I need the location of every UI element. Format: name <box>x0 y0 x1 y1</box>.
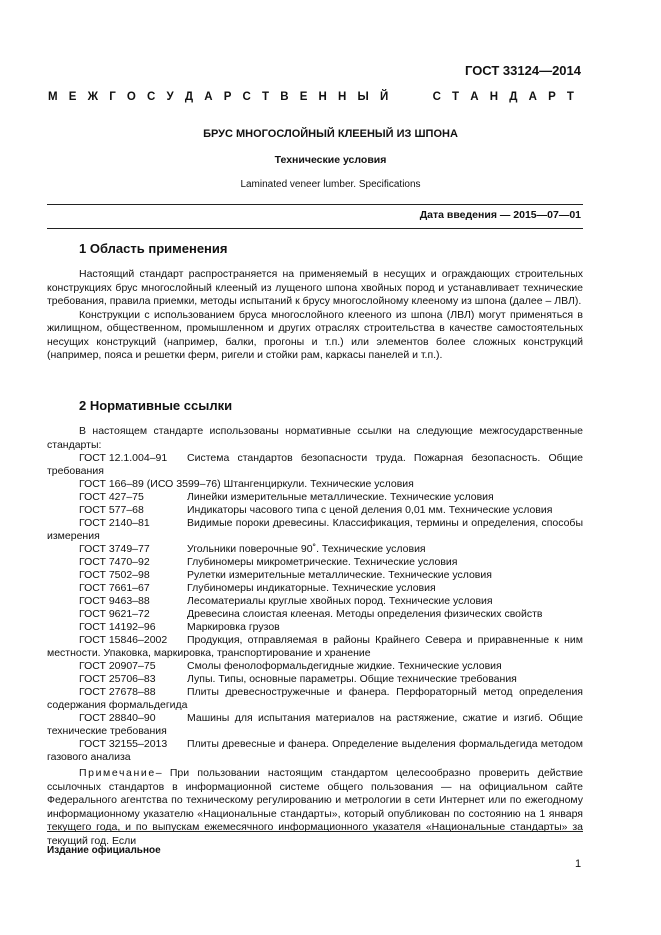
reference-item <box>47 569 583 582</box>
reference-code: ГОСТ 32155–2013 <box>79 738 168 750</box>
reference-item <box>47 582 583 595</box>
reference-title: Штангенциркули. Технические условия <box>223 478 414 490</box>
reference-title: Система стандартов безопасности труда. Пожарная безопасность. Общие требования <box>47 452 583 477</box>
paragraph: В настоящем стандарте использованы нормативные ссылки на следующие межгосударственные стандарты: <box>47 425 583 451</box>
reference-title: Рулетки измерительные металлические. Технические условия <box>187 569 492 581</box>
date-divider <box>47 228 583 229</box>
reference-title: Древесина слоистая клееная. Методы определения физических свойств <box>187 608 543 620</box>
title-divider <box>47 204 583 205</box>
banner-gap <box>399 91 421 103</box>
reference-title: Плиты древесные и фанера. Определение выделения формальдегида методом газового анализа <box>47 738 583 763</box>
reference-code: ГОСТ 2140–81 <box>79 517 150 529</box>
reference-item <box>47 543 583 556</box>
note <box>47 767 583 848</box>
banner-letter: А <box>528 91 537 103</box>
reference-item <box>47 556 583 569</box>
banner-letter: С <box>242 91 251 103</box>
reference-code: ГОСТ 9463–88 <box>79 595 150 607</box>
reference-item <box>47 478 583 491</box>
english-title: Laminated veneer lumber. Specifications <box>240 179 421 190</box>
reference-item <box>47 686 583 712</box>
reference-title: Продукция, отправляемая в районы Крайнего Севера и приравненные к ним местности. Упаковка, маркировка, транспортирование и хранение <box>47 634 583 659</box>
section-2-intro <box>47 425 583 452</box>
banner-letter: О <box>126 91 136 103</box>
reference-title: Глубиномеры микрометрические. Технические условия <box>187 556 458 568</box>
reference-item <box>47 517 583 543</box>
banner-letter: Г <box>109 91 116 103</box>
document-title: БРУС МНОГОСЛОЙНЫЙ КЛЕЕНЫЙ ИЗ ШПОНА <box>203 128 458 140</box>
paragraph: Настоящий стандарт распространяется на применяемый в несущих и ограждающих строительных конструкциях брус многослойный клееный из лущеного шпона хвойных пород и устанавливает технические требования, правила приемки, методы испытаний к брусу многослойному клееному из шпона (далее – ЛВЛ). <box>47 268 583 307</box>
reference-title: Видимые пороки древесины. Классификация, термины и определения, способы измерения <box>47 517 583 542</box>
banner-letter: Н <box>318 91 327 103</box>
standard-code: ГОСТ 33124—2014 <box>465 63 581 78</box>
banner-letter: Р <box>548 91 556 103</box>
reference-item <box>47 621 583 634</box>
reference-code: ГОСТ 577–68 <box>79 504 144 516</box>
reference-title: Плиты древесностружечные и фанера. Перфораторный метод определения содержания формальдегида <box>47 686 583 711</box>
banner-letter: Р <box>223 91 232 103</box>
document-subtitle: Технические условия <box>274 154 387 166</box>
reference-item <box>47 452 583 478</box>
reference-code: ГОСТ 7470–92 <box>79 556 150 568</box>
reference-code: ГОСТ 7661–67 <box>79 582 150 594</box>
banner-letter: С <box>432 91 441 103</box>
interstate-standard-banner <box>48 91 574 103</box>
page-number: 1 <box>575 858 582 870</box>
reference-item <box>47 634 583 660</box>
reference-list <box>47 452 583 764</box>
reference-item <box>47 712 583 738</box>
reference-item <box>47 491 583 504</box>
section-1-heading: 1 Область применения <box>79 241 228 256</box>
edition-label: Издание официальное <box>47 845 161 856</box>
banner-letter: Е <box>299 91 308 103</box>
banner-letter: Н <box>489 91 499 103</box>
reference-code: ГОСТ 166–89 (ИСО 3599–76) <box>79 478 221 490</box>
reference-item <box>47 673 583 686</box>
note-text: – При пользовании настоящим стандартом целесообразно проверить действие ссылочных стандартов в информационной системе общего пользования — на официальном сайте Федерального агентства по техническому регулированию и метрологии в сети Интернет или по ежегодному информационному указателю «Национальные стандарты», который опубликован по состоянию на 1 января текущего года, и по выпускам ежемесячного информационного указателя «Национальные стандарты» за текущий год. Если <box>47 767 583 847</box>
reference-code: ГОСТ 12.1.004–91 <box>79 452 168 464</box>
banner-letter: М <box>48 91 58 103</box>
reference-title: Смолы фенолоформальдегидные жидкие. Технические условия <box>187 660 502 672</box>
banner-letter: Е <box>68 91 77 103</box>
reference-code: ГОСТ 3749–77 <box>79 543 150 555</box>
reference-title: Маркировка грузов <box>187 621 280 633</box>
banner-letter: С <box>147 91 156 103</box>
reference-title: Лесоматериалы круглые хвойных пород. Технические условия <box>187 595 493 607</box>
reference-code: ГОСТ 14192–96 <box>79 621 156 633</box>
banner-letter: Й <box>379 91 389 103</box>
reference-code: ГОСТ 9621–72 <box>79 608 150 620</box>
banner-letter: Д <box>509 91 518 103</box>
reference-title: Лупы. Типы, основные параметры. Общие технические требования <box>187 673 517 685</box>
banner-letter: У <box>166 91 174 103</box>
banner-letter: Ж <box>87 91 99 103</box>
reference-item <box>47 608 583 621</box>
reference-title: Угольники поверочные 90˚. Технические условия <box>187 543 426 555</box>
reference-item <box>47 504 583 517</box>
banner-letter: Ы <box>357 91 369 103</box>
banner-letter: Т <box>452 91 460 103</box>
banner-letter: В <box>280 91 289 103</box>
reference-code: ГОСТ 27678–88 <box>79 686 156 698</box>
reference-code: ГОСТ 7502–98 <box>79 569 150 581</box>
banner-letter: Т <box>262 91 270 103</box>
banner-letter: Н <box>338 91 347 103</box>
reference-title: Машины для испытания материалов на растяжение, сжатие и изгиб. Общие технические требования <box>47 712 583 737</box>
intro-date: Дата введения — 2015—07—01 <box>419 209 581 221</box>
reference-code: ГОСТ 25706–83 <box>79 673 156 685</box>
note-label: Примечание <box>79 767 156 779</box>
reference-code: ГОСТ 20907–75 <box>79 660 156 672</box>
reference-code: ГОСТ 427–75 <box>79 491 144 503</box>
banner-letter: Т <box>566 91 574 103</box>
reference-code: ГОСТ 15846–2002 <box>79 634 168 646</box>
section-2-heading: 2 Нормативные ссылки <box>79 398 233 413</box>
paragraph: Конструкции с использованием бруса многослойного клееного из шпона (ЛВЛ) могут применяться в жилищном, общественном, промышленном и других отраслях строительства в качестве самостоятельных несущих конструкций (например, балки, прогоны и т.п.) или элементов более сложных конструкций (например, пояса и решетки ферм, ригели и стойки рам, каркасы панелей и т.п.). <box>47 308 583 361</box>
reference-item <box>47 738 583 764</box>
reference-title: Глубиномеры индикаторные. Технические условия <box>187 582 436 594</box>
reference-item <box>47 595 583 608</box>
reference-title: Индикаторы часового типа с ценой деления 0,01 мм. Технические условия <box>187 504 553 516</box>
banner-letter: А <box>204 91 213 103</box>
footer-divider <box>47 831 583 832</box>
reference-title: Линейки измерительные металлические. Технические условия <box>187 491 494 503</box>
reference-item <box>47 660 583 673</box>
banner-letter: А <box>470 91 479 103</box>
banner-letter: Д <box>184 91 194 103</box>
reference-code: ГОСТ 28840–90 <box>79 712 156 724</box>
section-1-body <box>47 268 583 363</box>
